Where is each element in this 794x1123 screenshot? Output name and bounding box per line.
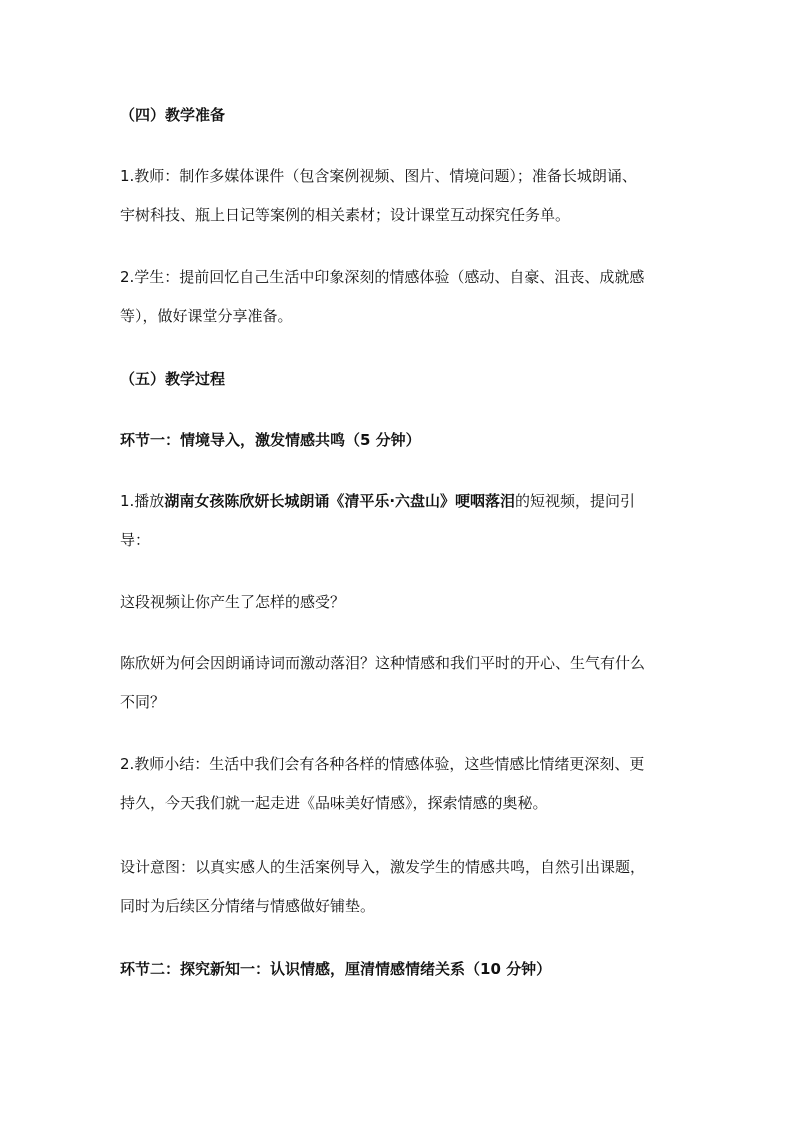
- stage1-video-title: 湖南女孩陈欣妍长城朗诵《清平乐·六盘山》哽咽落泪: [164, 492, 516, 510]
- teacher-summary-paragraph: [120, 745, 690, 823]
- stage1-video-line2: 导：: [120, 531, 151, 549]
- prep-teacher-line1: 1.教师：制作多媒体课件（包含案例视频、图片、情境问题）；准备长城朗诵、: [120, 167, 637, 185]
- design-intent-line1: 设计意图：以真实感人的生活案例导入，激发学生的情感共鸣，自然引出课题，: [120, 858, 646, 876]
- stage1-video-line1: [120, 482, 690, 521]
- prep-student-paragraph: [120, 258, 690, 336]
- prep-student-line1: 2.学生：提前回忆自己生活中印象深刻的情感体验（感动、自豪、沮丧、成就感: [120, 268, 645, 286]
- question-2-line2: 不同？: [120, 693, 166, 711]
- question-1: 这段视频让你产生了怎样的感受？: [120, 593, 346, 611]
- prep-teacher-paragraph: [120, 157, 690, 235]
- stage1-title: 环节一：情境导入，激发情感共鸣（5 分钟）: [120, 431, 421, 449]
- question-2-paragraph: [120, 644, 690, 722]
- prep-student-line2: 等），做好课堂分享准备。: [120, 307, 293, 325]
- design-intent-paragraph: [120, 848, 690, 926]
- prep-teacher-line2: 宇树科技、瓶上日记等案例的相关素材；设计课堂互动探究任务单。: [120, 206, 571, 224]
- stage2-title: 环节二：探究新知一：认识情感，厘清情感情绪关系（10 分钟）: [120, 960, 552, 978]
- stage1-prefix: 1.播放: [120, 492, 165, 510]
- design-intent-line2: 同时为后续区分情绪与情感做好铺垫。: [120, 897, 376, 915]
- teacher-summary-line1: 2.教师小结：生活中我们会有各种各样的情感体验，这些情感比情绪更深刻、更: [120, 755, 645, 773]
- section4-title: （四）教学准备: [120, 106, 226, 124]
- stage1-video-paragraph: [120, 482, 690, 560]
- stage1-suffix: 的短视频，提问引: [515, 492, 636, 510]
- question-2-line1: 陈欣妍为何会因朗诵诗词而激动落泪？这种情感和我们平时的开心、生气有什么: [120, 654, 646, 672]
- section5-title: （五）教学过程: [120, 370, 226, 388]
- teacher-summary-line2: 持久，今天我们就一起走进《品味美好情感》，探索情感的奥秘。: [120, 794, 548, 812]
